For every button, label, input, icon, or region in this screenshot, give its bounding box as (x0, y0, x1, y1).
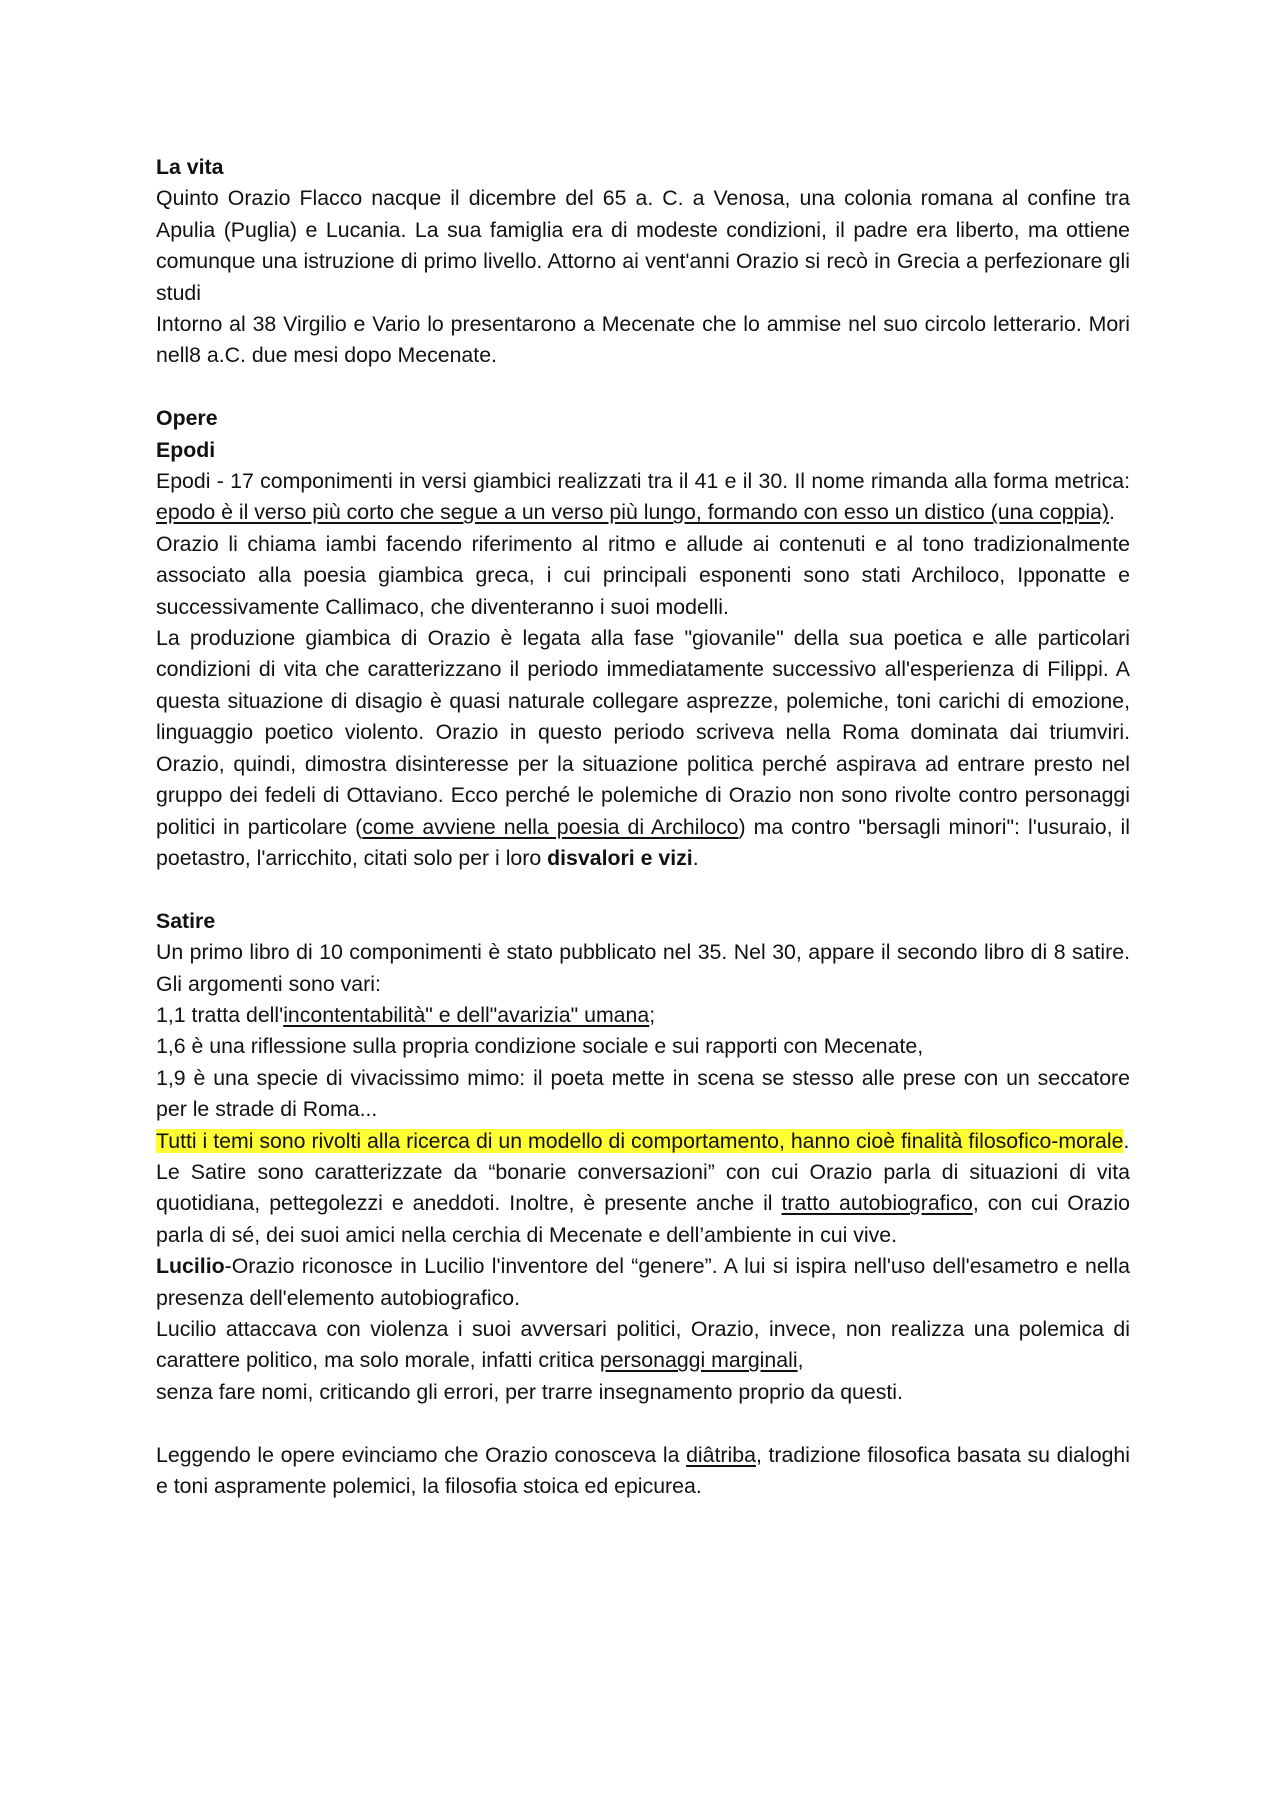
text-run: . (1109, 500, 1115, 525)
paragraph-satire-4: 1,9 è una specie di vivacissimo mimo: il poeta mette in scena se stesso alle prese con un seccatore per le strade di Roma... (156, 1065, 1130, 1122)
underlined-text: come avviene nella poesia di Archiloco (362, 814, 739, 839)
underlined-text: incontentabilità" e dell"avarizia" umana (283, 1002, 650, 1027)
highlighted-text: Tutti i temi sono rivolti alla ricerca di un modello di comportamento, hanno cioè finalità filosofico-morale (156, 1128, 1124, 1153)
paragraph-vita-1: Quinto Orazio Flacco nacque il dicembre del 65 a. C. a Venosa, una colonia romana al confine tra Apulia (Puglia) e Lucania. La sua famiglia era di modeste condizioni, il padre era liberto, ma ottiene comunque una istruzione di primo livello. Attorno ai vent'anni Orazio si recò in Grecia a perfezionare gli studi (156, 186, 1130, 305)
bold-text: disvalori e vizi (547, 845, 693, 870)
paragraph-satire-9: senza fare nomi, criticando gli errori, per trarre insegnamento proprio da questi. (156, 1379, 903, 1404)
paragraph-satire-3: 1,6 è una riflessione sulla propria condizione sociale e sui rapporti con Mecenate, (156, 1034, 924, 1059)
underlined-text: diâtriba (686, 1442, 756, 1467)
paragraph-satire-1: Un primo libro di 10 componimenti è stato pubblicato nel 35. Nel 30, appare il secondo libro di 8 satire. Gli argomenti sono vari: (156, 940, 1130, 996)
text-run: 1,1 tratta dell' (156, 1002, 284, 1027)
paragraph-satire-7 (156, 1251, 1130, 1314)
paragraph-satire-10 (156, 1440, 1130, 1503)
paragraph-satire-6 (156, 1157, 1130, 1251)
heading-epodi: Epodi (156, 437, 216, 462)
blank-line (156, 1408, 1130, 1439)
heading-la-vita: La vita (156, 155, 224, 179)
text-run: . (692, 845, 699, 870)
paragraph-satire-2 (156, 1000, 1130, 1031)
blank-line (156, 874, 1130, 905)
text-run: , (797, 1348, 804, 1373)
text-run: La produzione giambica di Orazio è legata alla fase "giovanile" della sua poetica e alle particolari condizioni di vita che caratterizzano il periodo immediatamente successivo all'esperienza di Filippi. A questa situazione di disagio è quasi naturale collegare asprezze, polemiche, toni carichi di emozione, linguaggio poetico violento. Orazio in questo periodo scriveva nella Roma dominata dai triumviri. Orazio, quindi, dimostra disinteresse per la situazione politica perché aspirava ad entrare presto nel gruppo dei fedeli di Ottaviano. Ecco perché le polemiche di Orazio non sono rivolte contro personaggi politici in particolare ( (156, 626, 1130, 839)
paragraph-vita-2: Intorno al 38 Virgilio e Vario lo presentarono a Mecenate che lo ammise nel suo circolo letterario. Mori nell8 a.C. due mesi dopo Mecenate. (156, 312, 1130, 368)
text-run: Lucilio attaccava con violenza i suoi avversari politici, Orazio, invece, non realizza una polemica di carattere politico, ma solo morale, infatti critica (156, 1317, 1130, 1373)
text-run: . (1123, 1128, 1130, 1153)
text-run: , tradizione filosofica basata su dialoghi e toni aspramente polemici, la filosofia stoica ed epicurea. (156, 1442, 1130, 1499)
text-run: Le Satire sono caratterizzate da “bonarie conversazioni” con cui Orazio parla di situazioni di vita quotidiana, pettegolezzi e aneddoti. Inoltre, è presente anche il (156, 1159, 1130, 1216)
underlined-text: tratto autobiografico (781, 1191, 973, 1216)
blank-line (156, 372, 1130, 403)
paragraph-satire-8 (156, 1314, 1130, 1377)
heading-opere: Opere (156, 406, 218, 431)
text-run: , con cui Orazio parla di sé, dei suoi amici nella cerchia di Mecenate e dell’ambiente in cui vive. (156, 1191, 1130, 1247)
text-run: -Orazio riconosce in Lucilio l'inventore del “genere”. A lui si ispira nell'uso dell'esametro e nella presenza dell'elemento autobiografico. (156, 1254, 1130, 1310)
paragraph-epodi-1 (156, 466, 1130, 529)
underlined-text: personaggi marginali (599, 1348, 798, 1373)
bold-text: Lucilio (156, 1254, 225, 1279)
heading-satire: Satire (156, 908, 216, 933)
paragraph-satire-5 (156, 1126, 1130, 1157)
underlined-text: epodo è il verso più corto che segue a un verso più lungo, formando con esso un distico (una coppia) (156, 500, 1110, 525)
text-run: ; (649, 1002, 656, 1027)
text-run: Epodi - 17 componimenti in versi giambici realizzati tra il 41 e il 30. Il nome rimanda alla forma metrica: (156, 469, 1130, 494)
document-page (156, 152, 1130, 1502)
text-run: Leggendo le opere evinciamo che Orazio conosceva la (156, 1442, 687, 1467)
text-run: ) ma contro "bersagli minori": l'usuraio, il poetastro, l'arricchito, citati solo per i loro (156, 814, 1130, 870)
paragraph-epodi-2: Orazio li chiama iambi facendo riferimento al ritmo e allude ai contenuti e al tono tradizionalmente associato alla poesia giambica greca, i cui principali esponenti sono stati Archiloco, Ipponatte e successivamente Callimaco, che diventeranno i suoi modelli. (156, 531, 1130, 619)
paragraph-epodi-3 (156, 623, 1130, 874)
